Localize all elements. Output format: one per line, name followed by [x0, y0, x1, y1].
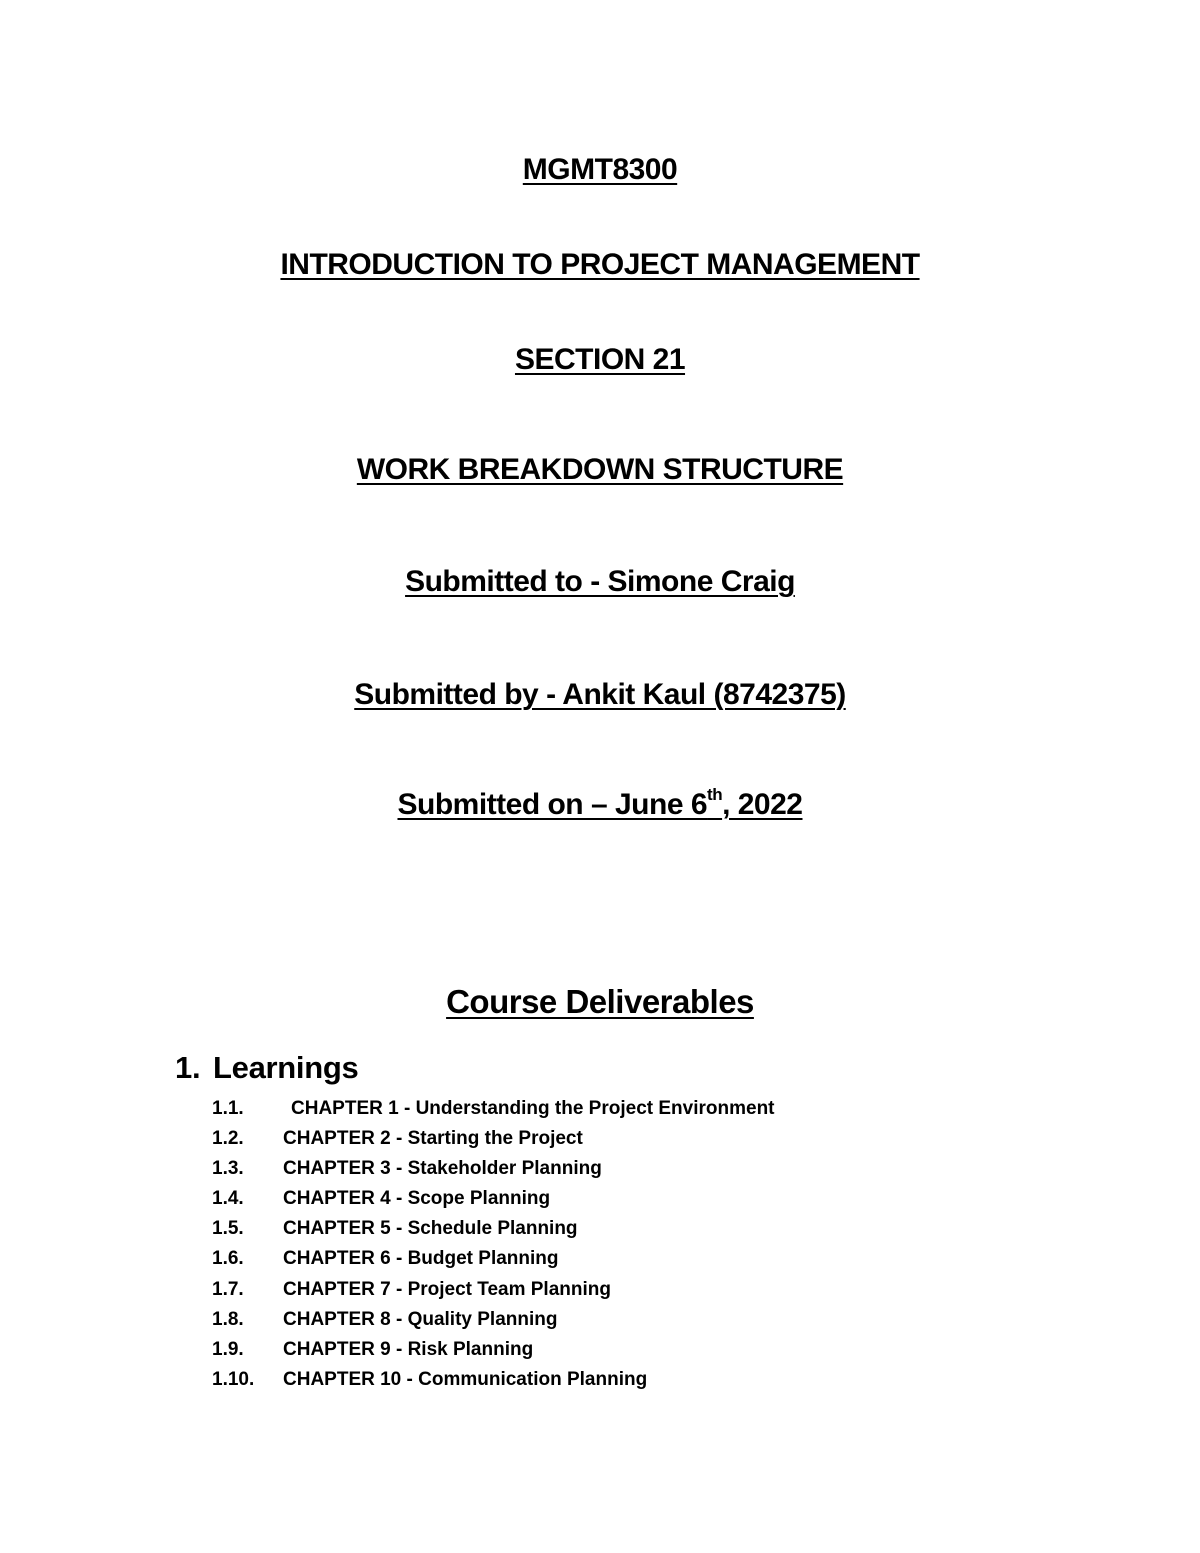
- submitted-on-ordinal: th: [707, 785, 723, 804]
- item-number: 1.1.: [212, 1098, 244, 1119]
- item-number: 1.9.: [212, 1338, 244, 1360]
- course-name-text: INTRODUCTION TO PROJECT MANAGEMENT: [280, 248, 920, 281]
- list-item: [212, 1275, 972, 1305]
- item-text: CHAPTER 8 - Quality Planning: [283, 1308, 558, 1330]
- item-text: CHAPTER 10 - Communication Planning: [283, 1368, 648, 1390]
- deliverables-heading-text: Course Deliverables: [446, 983, 754, 1020]
- submitted-by: [0, 675, 1200, 715]
- list-item: [212, 1365, 972, 1395]
- item-number: 1.2.: [212, 1128, 244, 1150]
- item-text: CHAPTER 4 - Scope Planning: [283, 1188, 551, 1210]
- item-text: CHAPTER 2 - Starting the Project: [283, 1128, 583, 1150]
- submitted-on-prefix: Submitted on – June 6: [397, 788, 708, 821]
- course-code: [0, 150, 1200, 190]
- course-name: [0, 245, 1200, 285]
- item-number: 1.3.: [212, 1158, 244, 1180]
- item-text: CHAPTER 1 - Understanding the Project Environment: [291, 1098, 775, 1119]
- item-text: CHAPTER 7 - Project Team Planning: [283, 1278, 611, 1300]
- item-text: CHAPTER 5 - Schedule Planning: [283, 1218, 578, 1240]
- item-text: CHAPTER 6 - Budget Planning: [283, 1248, 559, 1270]
- document-title-text: WORK BREAKDOWN STRUCTURE: [356, 453, 844, 486]
- list-item: [212, 1094, 972, 1124]
- submitted-to: [0, 562, 1200, 602]
- item-text: CHAPTER 3 - Stakeholder Planning: [283, 1158, 602, 1180]
- list-item: [212, 1184, 972, 1214]
- submitted-to-text: Submitted to - Simone Craig: [405, 565, 795, 598]
- submitted-on: [0, 785, 1200, 825]
- item-number: 1.5.: [212, 1218, 244, 1240]
- item-number: 1.8.: [212, 1308, 244, 1330]
- item-number: 1.4.: [212, 1188, 244, 1210]
- item-number: 1.6.: [212, 1248, 244, 1270]
- list-item: [212, 1154, 972, 1184]
- submitted-by-text: Submitted by - Ankit Kaul (8742375): [354, 678, 846, 711]
- list-item: [212, 1335, 972, 1365]
- course-code-text: MGMT8300: [522, 153, 678, 186]
- item-number: 1.7.: [212, 1278, 244, 1300]
- section-label: [0, 340, 1200, 380]
- list-item: [212, 1305, 972, 1335]
- section-title: Learnings: [213, 1050, 359, 1085]
- chapter-list: [212, 1094, 972, 1395]
- submitted-on-suffix: , 2022: [722, 788, 803, 821]
- submitted-on-text: [397, 785, 803, 821]
- list-item: [212, 1244, 972, 1274]
- section-number: 1.: [175, 1050, 201, 1085]
- document-title: [0, 450, 1200, 490]
- list-item: [212, 1124, 972, 1154]
- section-heading-learnings: [175, 1048, 358, 1088]
- list-item: [212, 1214, 972, 1244]
- item-text: CHAPTER 9 - Risk Planning: [283, 1338, 534, 1360]
- section-label-text: SECTION 21: [514, 343, 686, 376]
- deliverables-heading: [0, 982, 1200, 1022]
- item-number: 1.10.: [212, 1368, 255, 1390]
